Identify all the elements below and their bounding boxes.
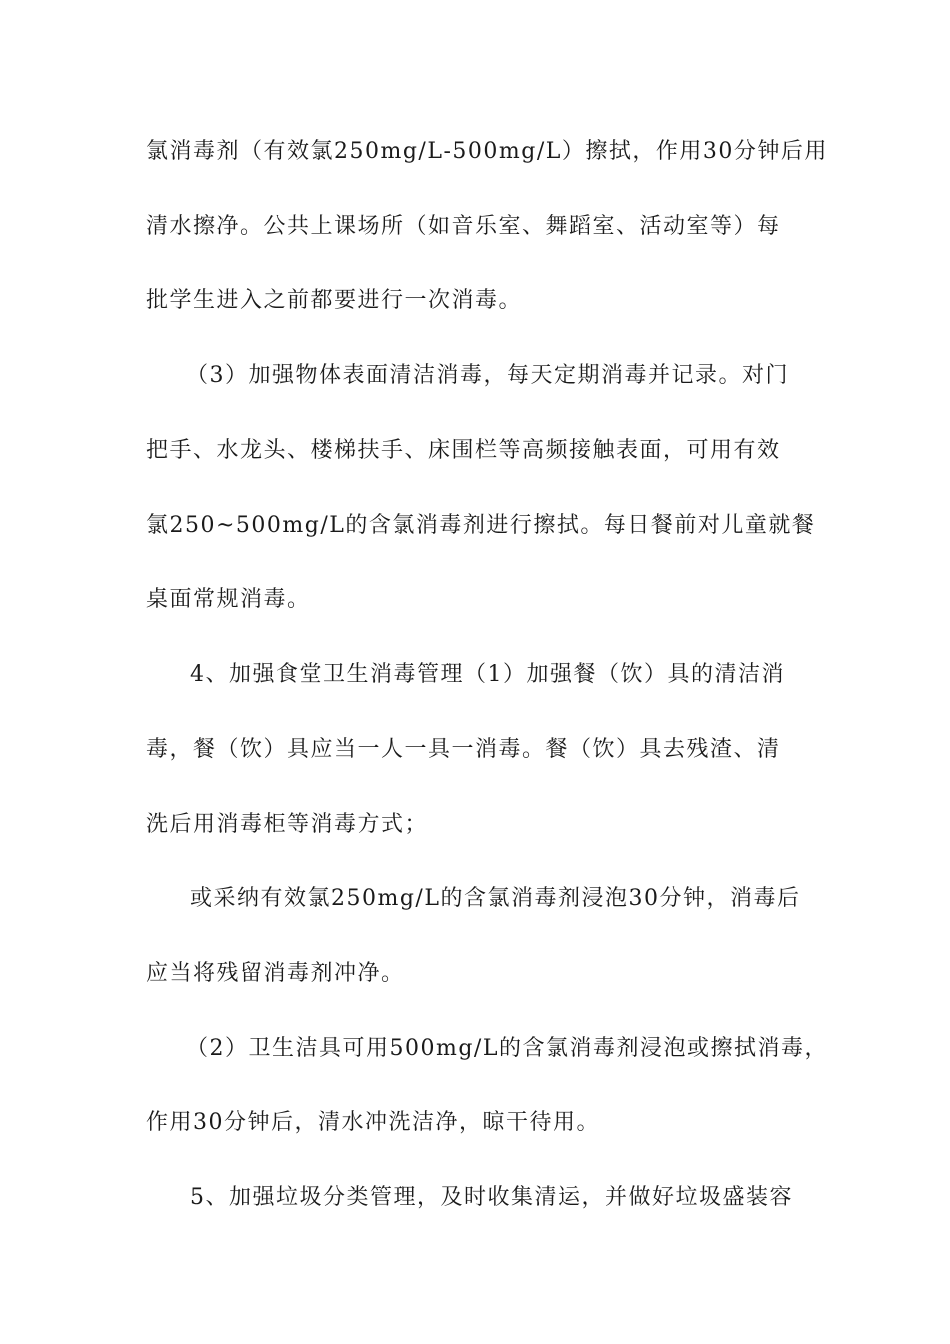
paragraph-line: 4、加强食堂卫生消毒管理（1）加强餐（饮）具的清洁消 xyxy=(190,662,785,687)
paragraph-line: 清水擦净。公共上课场所（如音乐室、舞蹈室、活动室等）每 xyxy=(146,214,781,239)
paragraph-line: 把手、水龙头、楼梯扶手、床围栏等高频接触表面，可用有效 xyxy=(146,438,781,463)
paragraph-line: 桌面常规消毒。 xyxy=(146,587,311,612)
paragraph-line: 氯250~500mg/L的含氯消毒剂进行擦拭。每日餐前对儿童就餐 xyxy=(146,513,816,538)
paragraph-line: 洗后用消毒柜等消毒方式； xyxy=(146,812,429,837)
paragraph-line: 应当将残留消毒剂冲净。 xyxy=(146,961,405,986)
paragraph-line: 毒，餐（饮）具应当一人一具一消毒。餐（饮）具去残渣、清 xyxy=(146,737,781,762)
paragraph-line: 或采纳有效氯250mg/L的含氯消毒剂浸泡30分钟，消毒后 xyxy=(190,886,801,911)
paragraph-line: 氯消毒剂（有效氯250mg/L-500mg/L）擦拭，作用30分钟后用 xyxy=(146,139,828,164)
paragraph-line: （2）卫生洁具可用500mg/L的含氯消毒剂浸泡或擦拭消毒， xyxy=(186,1036,828,1061)
paragraph-line: 5、加强垃圾分类管理，及时收集清运，并做好垃圾盛装容 xyxy=(190,1185,793,1210)
paragraph-line: 作用30分钟后，清水冲洗洁净，晾干待用。 xyxy=(146,1110,600,1135)
paragraph-line: 批学生进入之前都要进行一次消毒。 xyxy=(146,288,523,313)
paragraph-line: （3）加强物体表面清洁消毒，每天定期消毒并记录。对门 xyxy=(186,363,789,388)
